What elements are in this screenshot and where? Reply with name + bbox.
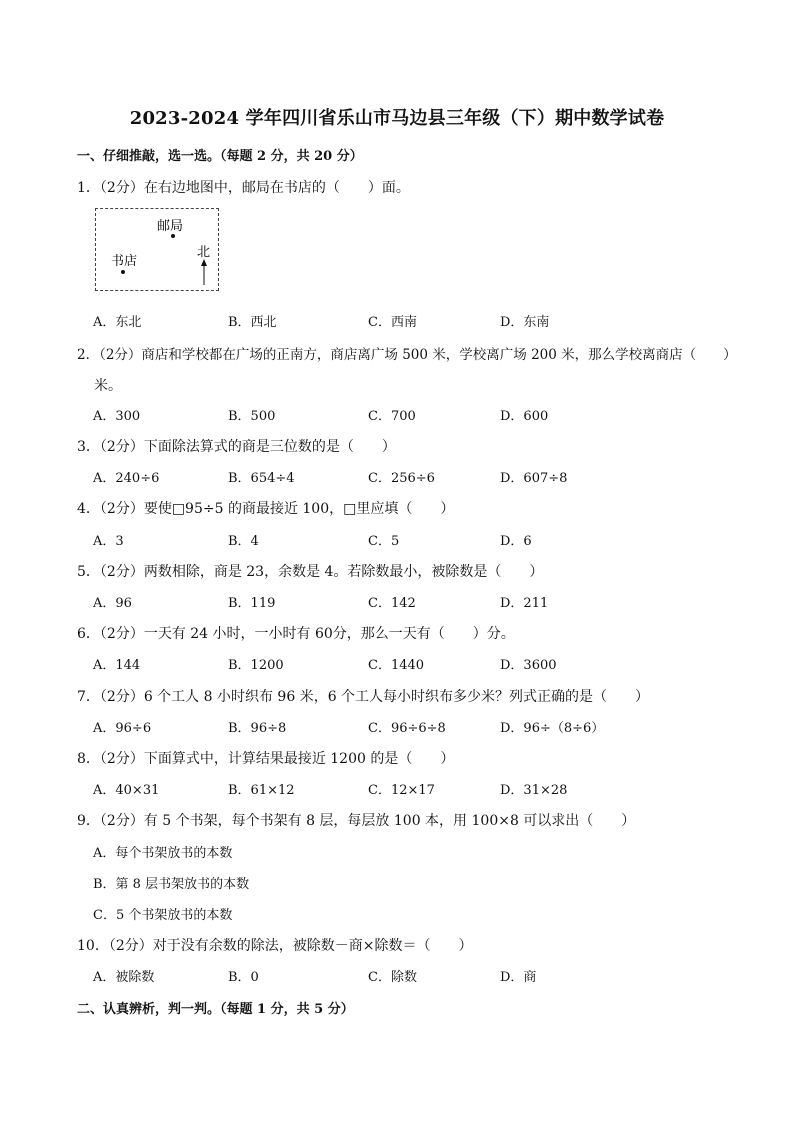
q3-option-a: A．240÷6: [93, 471, 160, 486]
q3-option-c: C．256÷6: [368, 471, 435, 486]
section-heading-judge: 二、认真辨析，判一判。（每题 1 分，共 5 分）: [77, 1002, 354, 1017]
question-7: 7．（2分）6 个工人 8 小时织布 96 米，6 个工人每小时织布多少米？列式正确的是（ ）: [77, 689, 650, 705]
q5-option-b: B．119: [228, 596, 276, 611]
q4-option-d: D．6: [500, 534, 532, 549]
q1-option-a: A．东北: [93, 315, 142, 330]
q4-option-a: A．3: [93, 534, 124, 549]
section-heading-choice: 一、仔细推敲，选一选。（每题 2 分，共 20 分）: [77, 149, 363, 164]
q7-option-d: D．96÷（8÷6）: [500, 721, 605, 736]
q8-option-c: C．12×17: [368, 783, 435, 798]
q9-option-a: A．每个书架放书的本数: [93, 846, 233, 861]
q6-option-a: A．144: [93, 658, 141, 673]
q6-option-d: D．3600: [500, 658, 557, 673]
map-label-post-office: 邮局: [157, 219, 184, 234]
q4-option-c: C．5: [368, 534, 400, 549]
q1-option-d: D．东南: [500, 315, 550, 330]
q10-option-c: C．除数: [368, 970, 417, 985]
q5-option-c: C．142: [368, 596, 416, 611]
question-8: 8．（2分）下面算式中，计算结果最接近 1200 的是（ ）: [77, 751, 455, 767]
q5-option-a: A．96: [93, 596, 132, 611]
question-1: 1．（2分）在右边地图中，邮局在书店的（ ）面。: [77, 180, 410, 196]
q1-option-c: C．西南: [368, 315, 417, 330]
question-6: 6．（2分）一天有 24 小时，一小时有 60分，那么一天有（ ）分。: [77, 626, 515, 642]
question-2-continuation: 米。: [94, 378, 122, 394]
map-figure: [95, 208, 219, 291]
question-3: 3．（2分）下面除法算式的商是三位数的是（ ）: [77, 439, 396, 455]
q8-option-b: B．61×12: [228, 783, 295, 798]
page-title: 2023-2024 学年四川省乐山市马边县三年级（下）期中数学试卷: [129, 108, 665, 129]
north-arrow-icon: [201, 259, 207, 266]
q8-option-a: A．40×31: [93, 783, 160, 798]
map-label-north: 北: [197, 245, 211, 260]
question-5: 5．（2分）两数相除，商是 23，余数是 4。若除数最小，被除数是（ ）: [77, 564, 544, 580]
map-label-bookstore: 书店: [111, 254, 138, 269]
q10-option-b: B．0: [228, 970, 259, 985]
q6-option-b: B．1200: [228, 658, 284, 673]
q4-option-b: B．4: [228, 534, 259, 549]
q5-option-d: D．211: [500, 596, 549, 611]
q2-option-c: C．700: [368, 409, 416, 424]
q8-option-d: D．31×28: [500, 783, 568, 798]
q1-option-b: B．西北: [228, 315, 277, 330]
q9-option-b: B．第 8 层书架放书的本数: [93, 877, 250, 892]
question-10: 10．（2分）对于没有余数的除法，被除数－商×除数＝（ ）: [77, 938, 473, 954]
question-4: 4．（2分）要使□95÷5 的商最接近 100，□里应填（ ）: [77, 501, 455, 517]
q2-option-a: A．300: [93, 409, 141, 424]
q7-option-b: B．96÷8: [228, 721, 287, 736]
question-9: 9．（2分）有 5 个书架，每个书架有 8 层，每层放 100 本，用 100×8 可以求出（ ）: [77, 813, 636, 829]
q3-option-d: D．607÷8: [500, 471, 568, 486]
q3-option-b: B．654÷4: [228, 471, 295, 486]
question-2: 2．（2分）商店和学校都在广场的正南方，商店离广场 500 米，学校离广场 200 米，那么学校离商店（ ）: [77, 347, 737, 363]
post-office-dot: [171, 234, 175, 238]
q9-option-c: C．5 个书架放书的本数: [93, 908, 233, 923]
q10-option-a: A．被除数: [93, 970, 155, 985]
q6-option-c: C．1440: [368, 658, 425, 673]
q10-option-d: D．商: [500, 970, 537, 985]
bookstore-dot: [121, 270, 125, 274]
map-drawing: [96, 209, 220, 292]
q2-option-d: D．600: [500, 409, 549, 424]
q2-option-b: B．500: [228, 409, 276, 424]
q7-option-a: A．96÷6: [93, 721, 152, 736]
q7-option-c: C．96÷6÷8: [368, 721, 446, 736]
